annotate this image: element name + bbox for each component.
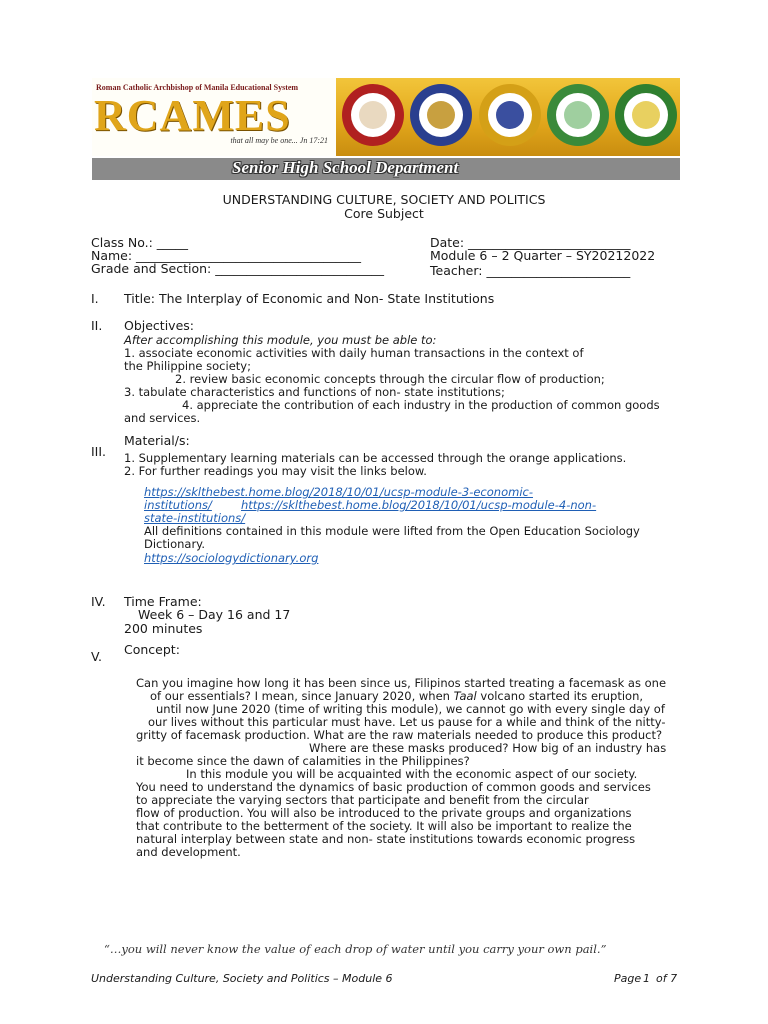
concept-line: natural interplay between state and non- state institutions towards economic progress <box>136 832 636 846</box>
date-field: Date: __________________________ <box>430 235 631 250</box>
objective-item: the Philippine society; <box>124 359 251 373</box>
grade-section-field: Grade and Section: ___________________________ <box>91 261 384 276</box>
school-seal-1 <box>342 84 404 146</box>
concept-line: our lives without this particular must have. Let us pause for a while and think of the nitty- <box>148 715 666 729</box>
module-3-link-cont[interactable]: institutions/ <box>144 498 212 512</box>
concept-line: and development. <box>136 845 241 859</box>
department-title: Senior High School Department <box>232 158 459 177</box>
materials-heading: Material/s: <box>124 433 190 448</box>
taal-italic: Taal <box>453 689 477 703</box>
definitions-note-cont: Dictionary. <box>144 537 205 551</box>
section-number-i: I. <box>91 291 99 306</box>
archdiocese-text: Roman Catholic Archbishop of Manila Educational System <box>96 83 299 92</box>
module-4-link[interactable]: https://sklthebest.home.blog/2018/10/01/ucsp-module-4-non- <box>241 498 597 512</box>
objectives-heading: Objectives: <box>124 318 194 333</box>
time-frame-week: Week 6 – Day 16 and 17 <box>138 607 291 622</box>
class-no-field: Class No.: _____ <box>91 235 189 250</box>
concept-line: gritty of facemask production. What are the raw materials needed to produce this product? <box>136 728 663 742</box>
concept-line: Where are these masks produced? How big of an industry has <box>309 741 667 755</box>
section-number-ii: II. <box>91 318 103 333</box>
motto-text: that all may be one... Jn 17:21 <box>230 136 328 145</box>
footer-page-number: 1 <box>643 972 650 985</box>
footer-module-title: Understanding Culture, Society and Politics – Module 6 <box>91 972 393 985</box>
objective-item: 3. tabulate characteristics and functions of non- state institutions; <box>124 385 505 399</box>
concept-line: it become since the dawn of calamities in the Philippines? <box>136 754 470 768</box>
subject-type: Core Subject <box>344 206 424 221</box>
section-number-iv: IV. <box>91 594 106 609</box>
header-banner <box>92 78 680 180</box>
school-seal-3 <box>479 84 541 146</box>
material-item: 1. Supplementary learning materials can be accessed through the orange applications. <box>124 451 627 465</box>
closing-quote: “…you will never know the value of each drop of water until you carry your own pail.” <box>104 942 607 956</box>
objectives-intro: After accomplishing this module, you must be able to: <box>124 333 437 347</box>
concept-line: In this module you will be acquainted with the economic aspect of our society. <box>186 767 638 781</box>
module-3-link[interactable]: https://sklthebest.home.blog/2018/10/01/ucsp-module-3-economic- <box>144 485 533 499</box>
objective-item: 4. appreciate the contribution of each industry in the production of common goods <box>182 398 660 412</box>
footer-page-total: of 7 <box>656 972 678 985</box>
footer-page-label: Page <box>614 972 642 985</box>
objective-item: 2. review basic economic concepts through the circular flow of production; <box>175 372 605 386</box>
school-seal-4 <box>547 84 609 146</box>
concept-line: You need to understand the dynamics of basic production of common goods and services <box>136 780 651 794</box>
rcames-wordmark: RCAMES <box>94 91 291 140</box>
section-number-iii: III. <box>91 444 107 459</box>
subject-title: UNDERSTANDING CULTURE, SOCIETY AND POLITICS <box>222 192 546 207</box>
material-item: 2. For further readings you may visit the links below. <box>124 464 427 478</box>
concept-line: Can you imagine how long it has been since us, Filipinos started treating a facemask as one <box>136 676 667 690</box>
sociology-dictionary-link[interactable]: https://sociologydictionary.org <box>144 551 319 565</box>
concept-line: until now June 2020 (time of writing this module), we cannot go with every single day of <box>156 702 665 716</box>
module-title: Title: The Interplay of Economic and Non- State Institutions <box>124 291 495 306</box>
objective-item: 1. associate economic activities with daily human transactions in the context of <box>124 346 584 360</box>
section-number-v: V. <box>91 649 102 664</box>
teacher-field: Teacher: _______________________ <box>430 263 631 278</box>
module-4-link-cont[interactable]: state-institutions/ <box>144 511 246 525</box>
objective-item: and services. <box>124 411 201 425</box>
definitions-note: All definitions contained in this module were lifted from the Open Education Sociology <box>144 524 640 538</box>
concept-line: of our essentials? I mean, since January 2020, when Taal volcano started its eruption, <box>150 689 644 703</box>
name-field: Name: ____________________________________ <box>91 248 362 263</box>
concept-line: flow of production. You will also be introduced to the private groups and organizations <box>136 806 632 820</box>
school-seal-5 <box>615 84 677 146</box>
school-seal-2 <box>410 84 472 146</box>
concept-line: that contribute to the betterment of the society. It will also be important to realize the <box>136 819 632 833</box>
time-frame-minutes: 200 minutes <box>124 621 203 636</box>
rcames-logo <box>92 78 336 156</box>
concept-heading: Concept: <box>124 642 180 657</box>
module-field: Module 6 – 2 Quarter – SY20212022 <box>430 248 656 263</box>
time-frame-heading: Time Frame: <box>124 594 202 609</box>
concept-line: to appreciate the varying sectors that participate and benefit from the circular <box>136 793 589 807</box>
school-seals <box>342 84 677 150</box>
